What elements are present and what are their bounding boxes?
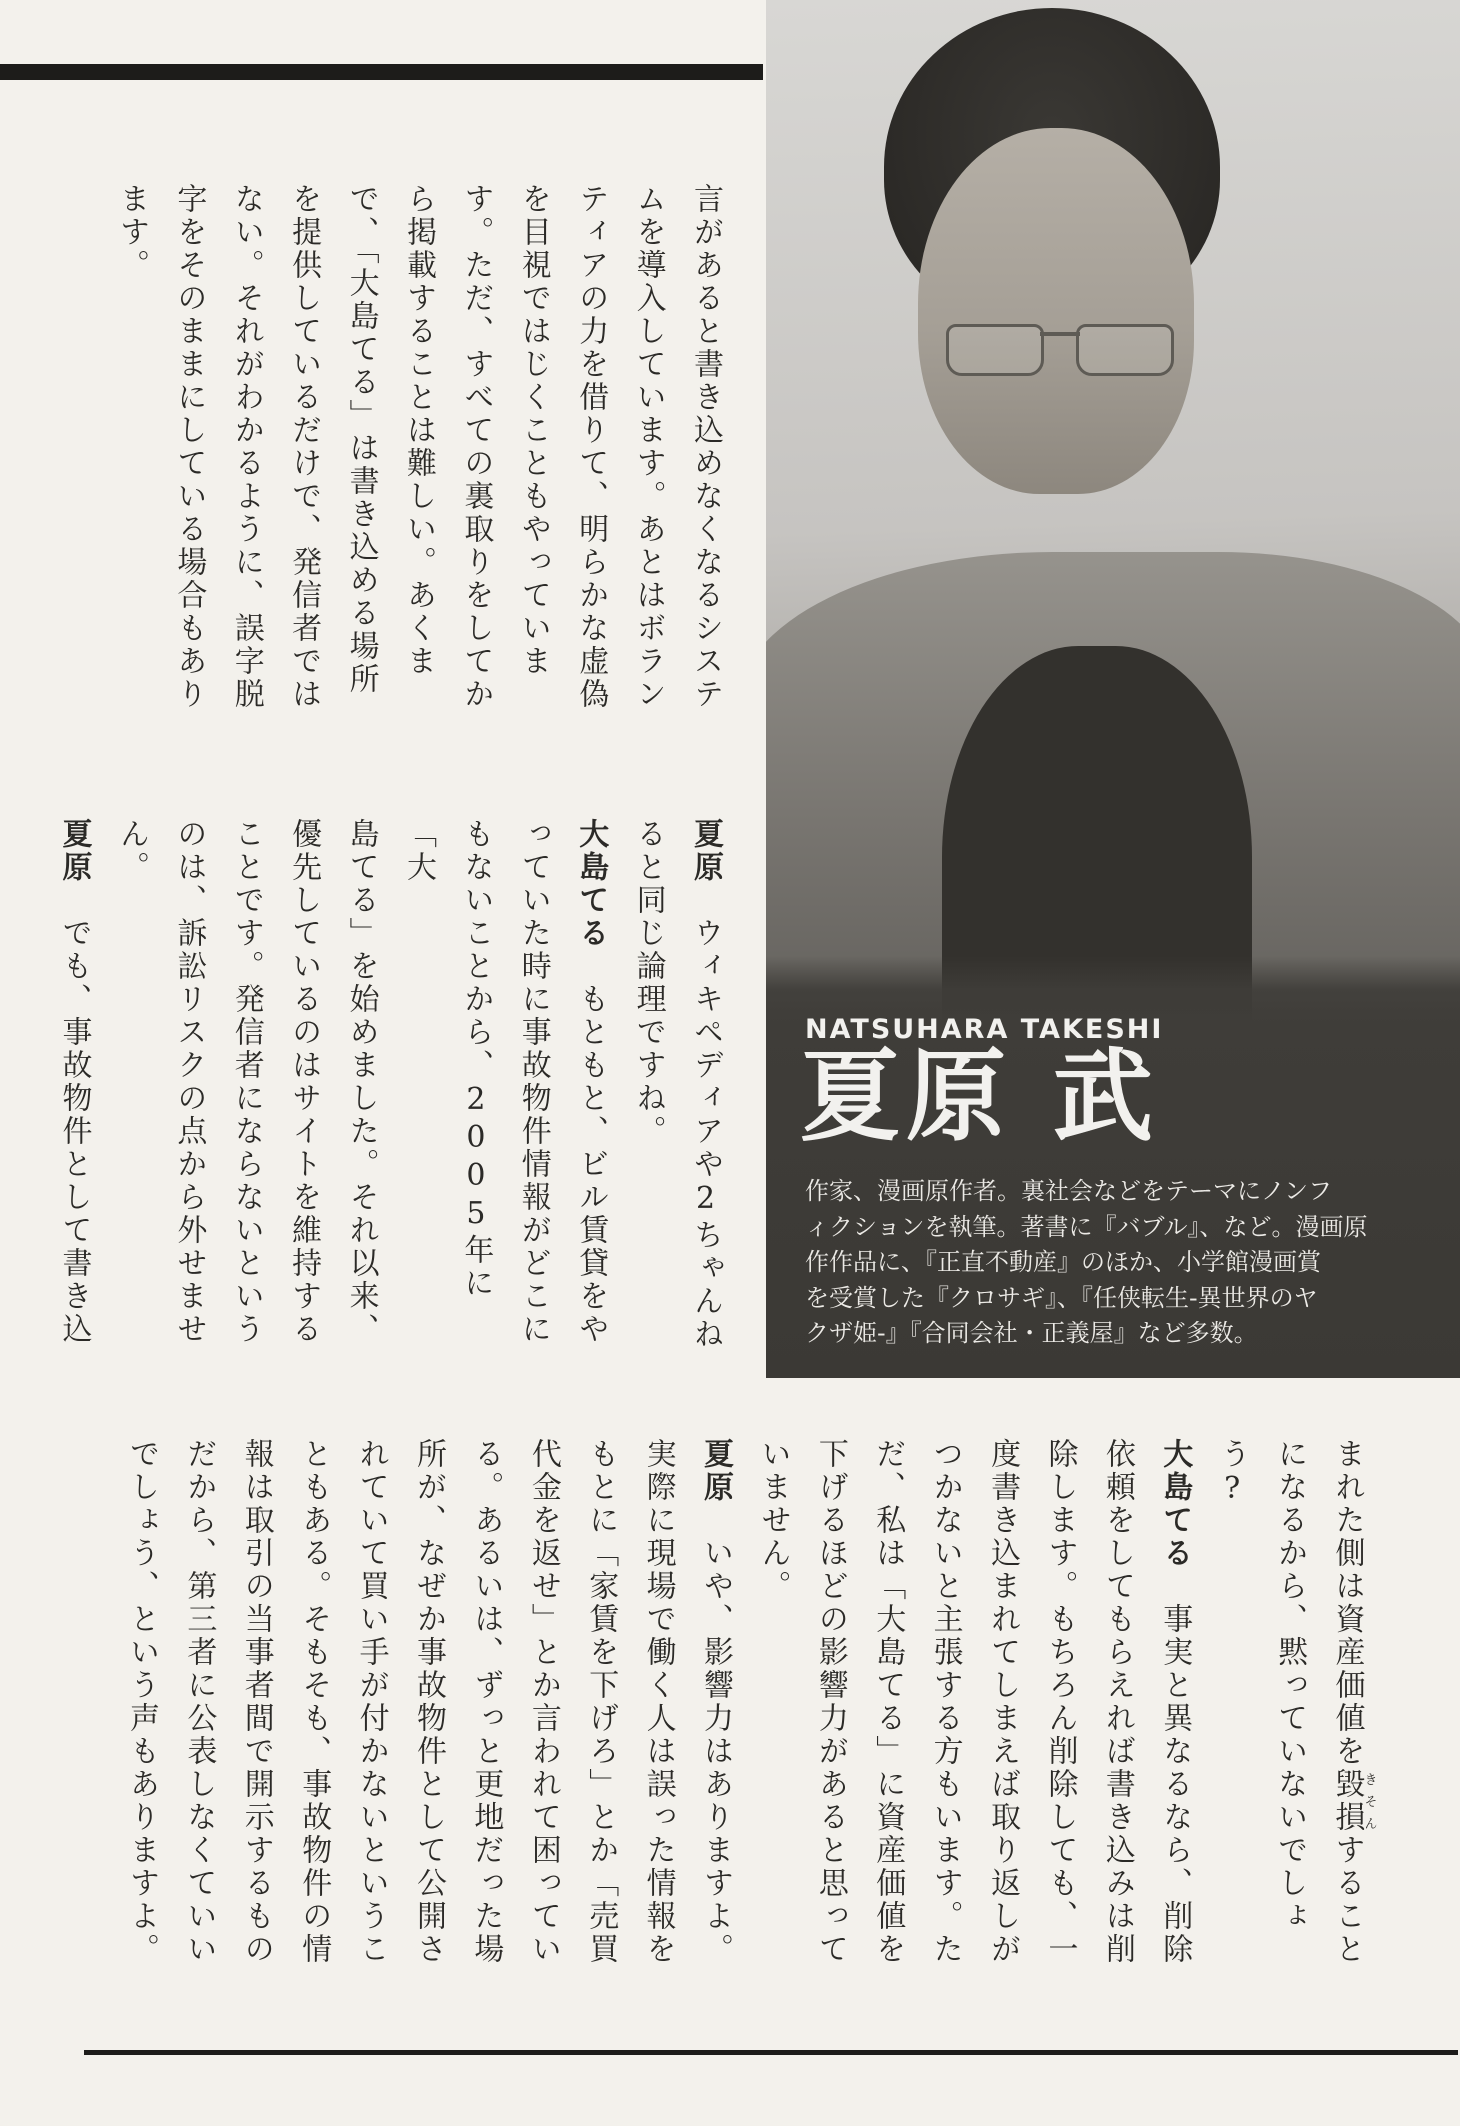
glasses-bridge (1040, 332, 1080, 336)
article-block-bottom (113, 1438, 1376, 1983)
text-column: だ、私は「大島てる」に資産価値を (870, 1438, 906, 1966)
glasses-right-lens (1076, 324, 1174, 376)
text-column: 夏原 いや、影響力はありますよ。 (698, 1438, 734, 1966)
text-column: ティアの力を借りて、明らかな虚偽 (573, 183, 609, 711)
bio-line: ィクションを執筆。著書に『バブル』、など。漫画原 (805, 1212, 1368, 1241)
caption-bio (805, 1174, 1449, 1352)
bio-line: 作家、漫画原作者。裏社会などをテーマにノンフ (805, 1177, 1333, 1205)
bio-line: 作作品に、『正直不動産』のほか、小学館漫画賞 (805, 1248, 1321, 1276)
text-column: 大島てる もともと、ビル賃貸をや (573, 818, 609, 1346)
article-block-mid-left (56, 818, 734, 1363)
text-column: れていて買い手が付かないというこ (353, 1438, 389, 1966)
footer-rule (84, 2050, 1458, 2055)
text-column: 夏原 ウィキペディアや2ちゃんね (688, 818, 723, 1351)
text-column: っていた時に事故物件情報がどこに (515, 818, 551, 1346)
portrait-face (918, 128, 1194, 494)
text-column: 言があると書き込めなくなるシステ (688, 183, 723, 711)
article-block-top-left (103, 183, 734, 728)
text-column: 報は取引の当事者間で開示するもの (238, 1438, 274, 1966)
text-column: 優先しているのはサイトを維持する (286, 818, 322, 1346)
text-column: 度書き込まれてしまえば取り返しが (985, 1438, 1021, 1966)
text-column: いません。 (755, 1438, 791, 1603)
caption-name-kanji: 夏原 武 (800, 1038, 1159, 1155)
text-column: のは、訴訟リスクの点から外せませ (171, 818, 207, 1346)
text-column: ると同じ論理ですね。 (630, 818, 666, 1148)
text-column: になるから、黙っていないでしょ (1272, 1438, 1308, 1933)
bio-line: クザ姫-』『合同会社・正義屋』など多数。 (805, 1319, 1258, 1347)
text-column: で、「大島てる」は書き込める場所 (343, 183, 379, 696)
text-column: 代金を返せ」とか言われて困ってい (525, 1438, 561, 1966)
text-column: を提供しているだけで、発信者では (286, 183, 322, 711)
text-column: まれた側は資産価値を毀損きそんすること (1329, 1438, 1377, 1966)
text-column: ます。 (113, 183, 149, 282)
text-column: ん。 (113, 818, 149, 884)
text-column: 除します。もちろん削除しても、一 (1042, 1438, 1078, 1966)
text-column: でしょう、という声もありますよ。 (123, 1438, 159, 1966)
text-column: 夏原 でも、事故物件として書き込 (56, 818, 92, 1346)
text-column: だから、第三者に公表しなくていい (181, 1438, 217, 1966)
text-column: ともある。そもそも、事故物件の情 (296, 1438, 332, 1966)
text-column: ら掲載することは難しい。あくま (400, 183, 436, 678)
portrait-glasses (944, 318, 1176, 376)
text-column: 島てる」を始めました。それ以来、 (343, 818, 379, 1346)
glasses-left-lens (946, 324, 1044, 376)
text-column: う? (1214, 1438, 1250, 1509)
text-column: ない。それがわかるように、誤字脱 (228, 183, 264, 711)
portrait-photo (766, 0, 1460, 1378)
text-column: ことです。発信者にならないという (228, 818, 264, 1346)
text-column: もとに「家賃を下げろ」とか「売買 (583, 1438, 619, 1966)
text-column: 所が、なぜか事故物件として公開さ (411, 1438, 446, 1966)
top-rule (0, 64, 763, 80)
caption-name-romaji: NATSUHARA TAKESHI (805, 1014, 1164, 1045)
text-column: 実際に現場で働く人は誤った情報を (640, 1438, 676, 1966)
text-column: を目視ではじくこともやっていま (515, 183, 551, 678)
photo-caption-panel (766, 956, 1460, 1378)
bio-line: を受賞した『クロサギ』、『任侠転生-異世界のヤ (805, 1283, 1318, 1312)
text-column: 依頼をしてもらえれば書き込みは削 (1099, 1438, 1135, 1966)
text-column: る。あるいは、ずっと更地だった場 (468, 1438, 504, 1966)
text-column: す。ただ、すべての裏取りをしてか (458, 183, 494, 711)
text-column: もないことから、2005年に「大 (400, 818, 494, 1300)
text-column: ムを導入しています。あとはボラン (630, 183, 666, 711)
text-column: 下げるほどの影響力があると思って (812, 1438, 848, 1966)
text-column: 大島てる 事実と異なるなら、削除 (1157, 1438, 1193, 1966)
text-column: つかないと主張する方もいます。た (927, 1438, 963, 1966)
text-column: 字をそのままにしている場合もあり (171, 183, 207, 711)
